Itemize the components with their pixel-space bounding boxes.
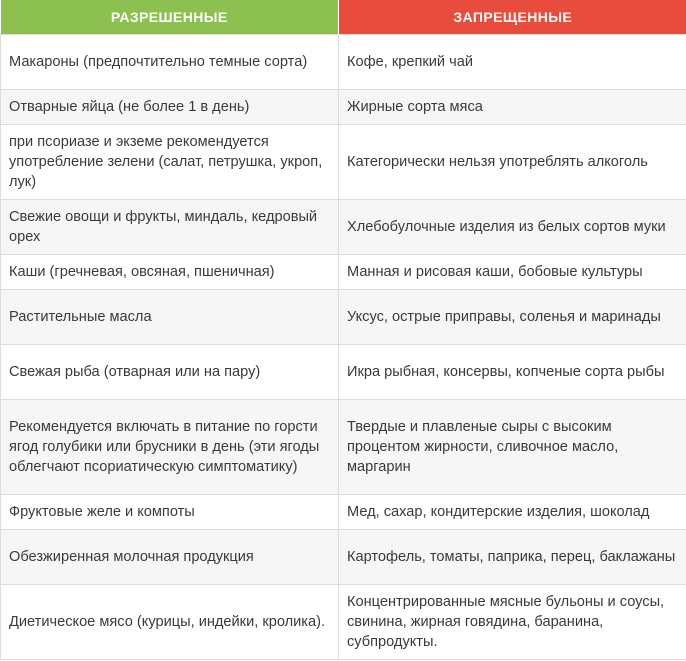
allowed-cell: Рекомендуется включать в питание по горсти ягод голубики или брусники в день (эти ягоды облегчают псориатическую симптоматику) bbox=[1, 400, 339, 495]
table-row bbox=[1, 255, 686, 290]
forbidden-cell: Картофель, томаты, паприка, перец, баклажаны bbox=[339, 530, 686, 585]
allowed-cell: при псориазе и экземе рекомендуется употребление зелени (салат, петрушка, укроп, лук) bbox=[1, 125, 339, 200]
forbidden-cell: Уксус, острые приправы, соленья и маринады bbox=[339, 290, 686, 345]
header-forbidden: ЗАПРЕЩЕННЫЕ bbox=[339, 0, 686, 35]
forbidden-cell: Концентрированные мясные бульоны и соусы, свинина, жирная говядина, баранина, субпродукты. bbox=[339, 585, 686, 660]
table-row bbox=[1, 35, 686, 90]
allowed-cell: Макароны (предпочтительно темные сорта) bbox=[1, 35, 339, 90]
table-row bbox=[1, 90, 686, 125]
allowed-cell: Каши (гречневая, овсяная, пшеничная) bbox=[1, 255, 339, 290]
table-row bbox=[1, 400, 686, 495]
allowed-cell: Фруктовые желе и компоты bbox=[1, 495, 339, 530]
forbidden-cell: Твердые и плавленые сыры с высоким процентом жирности, сливочное масло, маргарин bbox=[339, 400, 686, 495]
allowed-cell: Диетическое мясо (курицы, индейки, кролика). bbox=[1, 585, 339, 660]
table-header-row bbox=[1, 0, 686, 35]
forbidden-cell: Мед, сахар, кондитерские изделия, шоколад bbox=[339, 495, 686, 530]
allowed-cell: Растительные масла bbox=[1, 290, 339, 345]
forbidden-cell: Манная и рисовая каши, бобовые культуры bbox=[339, 255, 686, 290]
forbidden-cell: Хлебобулочные изделия из белых сортов муки bbox=[339, 200, 686, 255]
forbidden-cell: Икра рыбная, консервы, копченые сорта рыбы bbox=[339, 345, 686, 400]
allowed-cell: Свежие овощи и фрукты, миндаль, кедровый орех bbox=[1, 200, 339, 255]
forbidden-cell: Кофе, крепкий чай bbox=[339, 35, 686, 90]
header-allowed: РАЗРЕШЕННЫЕ bbox=[1, 0, 339, 35]
table-row bbox=[1, 495, 686, 530]
table-row bbox=[1, 200, 686, 255]
table-row bbox=[1, 345, 686, 400]
table-row bbox=[1, 125, 686, 200]
table-row bbox=[1, 290, 686, 345]
allowed-cell: Отварные яйца (не более 1 в день) bbox=[1, 90, 339, 125]
table-row bbox=[1, 585, 686, 660]
allowed-cell: Свежая рыба (отварная или на пару) bbox=[1, 345, 339, 400]
table-row bbox=[1, 530, 686, 585]
allowed-cell: Обезжиренная молочная продукция bbox=[1, 530, 339, 585]
forbidden-cell: Категорически нельзя употреблять алкоголь bbox=[339, 125, 686, 200]
forbidden-cell: Жирные сорта мяса bbox=[339, 90, 686, 125]
